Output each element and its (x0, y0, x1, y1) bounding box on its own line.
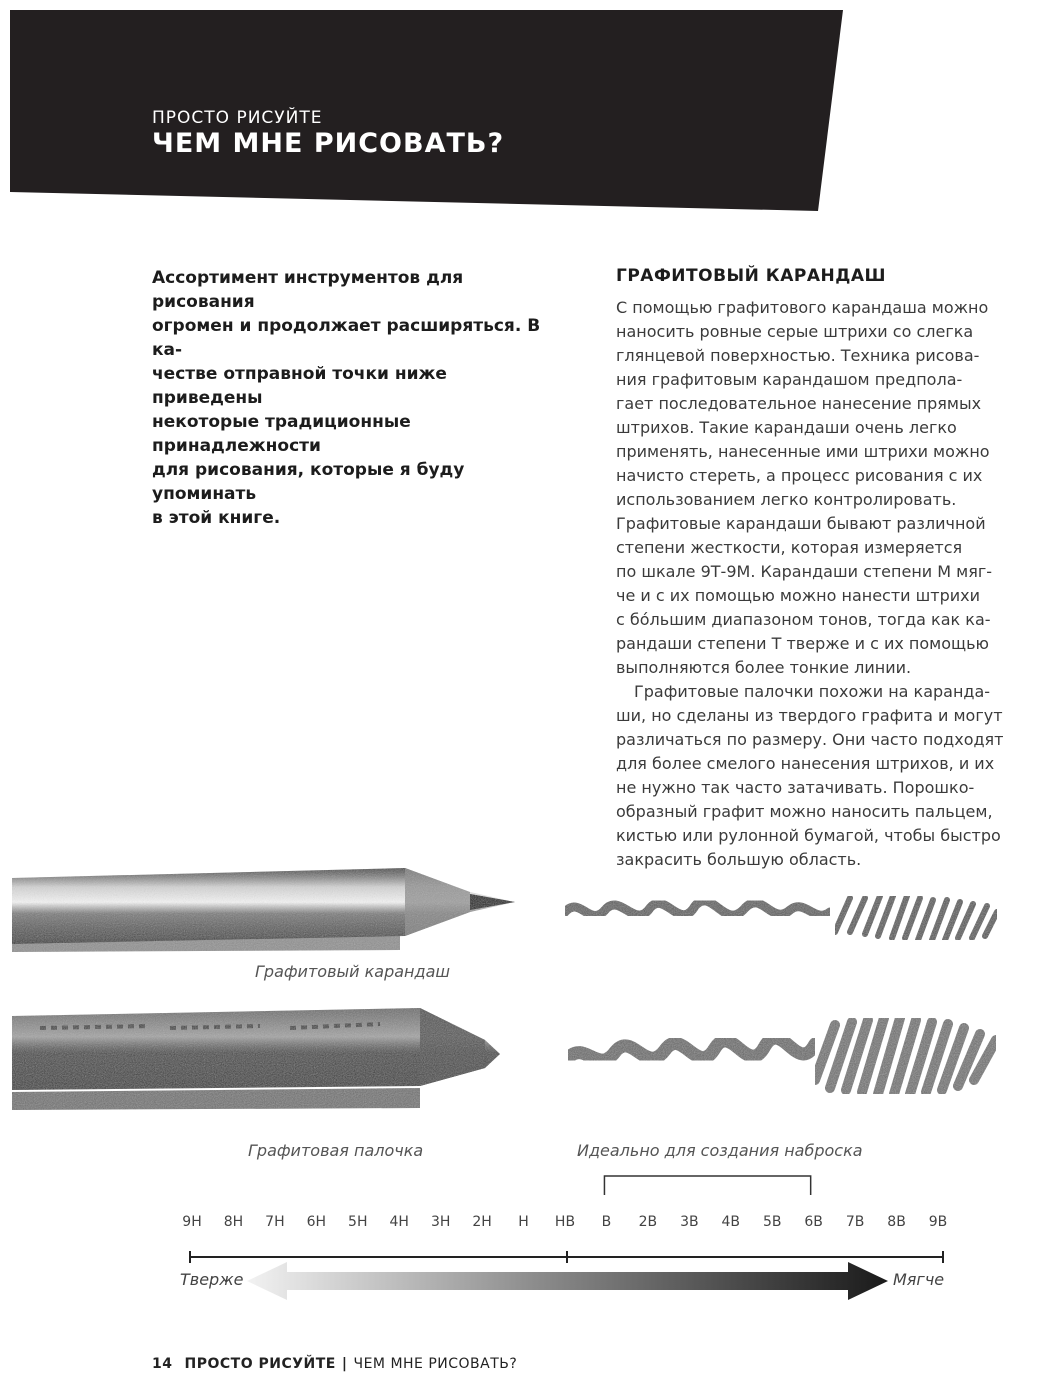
grade-label: 2B (638, 1214, 658, 1230)
body-line: штрихов. Такие карандаши очень легко (616, 418, 957, 437)
harder-label: Тверже (180, 1270, 244, 1289)
body-line: ния графитовым карандашом предпола- (616, 370, 963, 389)
hardness-scale (0, 1170, 1041, 1310)
body-line: рандаши степени Т тверже и с их помощью (616, 634, 989, 653)
body-line: различаться по размеру. Они часто подходят (616, 730, 1004, 749)
intro-line: Ассортимент инструментов для рисования (152, 268, 464, 312)
section-heading: ГРАФИТОВЫЙ КАРАНДАШ (616, 266, 886, 286)
footer-book-title: ПРОСТО РИСУЙТЕ (184, 1356, 336, 1372)
body-line: закрасить большую область. (616, 850, 862, 869)
sketch-range-caption: Идеально для создания наброска (577, 1141, 863, 1160)
grade-label: 9B (928, 1214, 948, 1230)
body-line: по шкале 9Т-9М. Карандаши степени М мяг- (616, 562, 993, 581)
body-line: выполняются более тонкие линии. (616, 658, 912, 677)
body-line: с бо́льшим диапазоном тонов, тогда как ка- (616, 610, 991, 629)
body-line: образный графит можно наносить пальцем, (616, 802, 993, 821)
body-line: наносить ровные серые штрихи со слегка (616, 322, 974, 341)
gradient-arrow (247, 1262, 888, 1300)
grade-label: H (518, 1214, 529, 1230)
scale-axis-line (190, 1251, 943, 1263)
grade-label: 5B (762, 1214, 782, 1230)
body-line: Графитовые карандаши бывают различной (616, 514, 986, 533)
page-footer (152, 1356, 517, 1372)
body-line: С помощью графитового карандаша можно (616, 298, 989, 317)
page-number: 14 (152, 1356, 173, 1372)
grade-label: B (601, 1214, 612, 1230)
graphite-stick-drawing (12, 1008, 500, 1110)
section-kicker: ПРОСТО РИСУЙТЕ (152, 108, 323, 128)
section-body (616, 296, 1026, 872)
intro-line: для рисования, которые я буду упоминать (152, 460, 465, 504)
body-line: не нужно так часто затачивать. Порошко- (616, 778, 975, 797)
graphite-pencil-drawing (12, 868, 515, 952)
intro-line: в этой книге. (152, 508, 281, 528)
footer-chapter-title: ЧЕМ МНЕ РИСОВАТЬ? (353, 1356, 518, 1372)
intro-line: некоторые традиционные принадлежности (152, 412, 411, 456)
grade-label: 7B (845, 1214, 865, 1230)
intro-line: огромен и продолжает расширяться. В ка- (152, 316, 541, 360)
body-line: степени жесткости, которая измеряется (616, 538, 963, 557)
stick-stroke-sample (568, 1018, 996, 1094)
grade-label: 8H (223, 1214, 244, 1230)
grade-label: 3H (430, 1214, 451, 1230)
intro-line: честве отправной точки ниже приведены (152, 364, 447, 408)
pencil-caption: Графитовый карандаш (255, 962, 451, 981)
body-line: Графитовые палочки похожи на каранда- (634, 682, 991, 701)
body-line: глянцевой поверхностью. Техника рисова- (616, 346, 980, 365)
pencil-stroke-sample (565, 896, 997, 940)
grade-label: 6B (804, 1214, 823, 1230)
grade-label: 4B (721, 1214, 741, 1230)
graphite-sketch-illustration (0, 840, 1041, 1170)
grade-label: 7H (265, 1214, 285, 1230)
body-line: начисто стереть, а процесс рисования с их (616, 466, 983, 485)
softer-label: Мягче (893, 1270, 945, 1289)
grade-label: 5H (348, 1214, 368, 1230)
grade-label: 2H (472, 1214, 492, 1230)
body-line: кистью или рулонной бумагой, чтобы быстро (616, 826, 1001, 845)
grade-label: 3B (680, 1214, 699, 1230)
grade-label: 4H (389, 1214, 409, 1230)
stick-caption: Графитовая палочка (248, 1141, 424, 1160)
body-line: ши, но сделаны из твердого графита и могут (616, 706, 1003, 725)
grade-label: 6H (306, 1214, 327, 1230)
grade-label: HB (554, 1214, 576, 1230)
body-line: че и с их помощью можно нанести штрихи (616, 586, 981, 605)
grade-label: 8B (887, 1214, 906, 1230)
grade-label: 9H (182, 1214, 202, 1230)
ideal-range-bracket (604, 1176, 810, 1195)
footer-separator: | (341, 1356, 348, 1372)
intro-paragraph (152, 266, 562, 530)
body-line: применять, нанесенные ими штрихи можно (616, 442, 990, 461)
page-title: ЧЕМ МНЕ РИСОВАТЬ? (152, 128, 505, 159)
body-line: для более смелого нанесения штрихов, и их (616, 754, 995, 773)
body-line: гает последовательное нанесение прямых (616, 394, 982, 413)
body-line: использованием легко контролировать. (616, 490, 957, 509)
